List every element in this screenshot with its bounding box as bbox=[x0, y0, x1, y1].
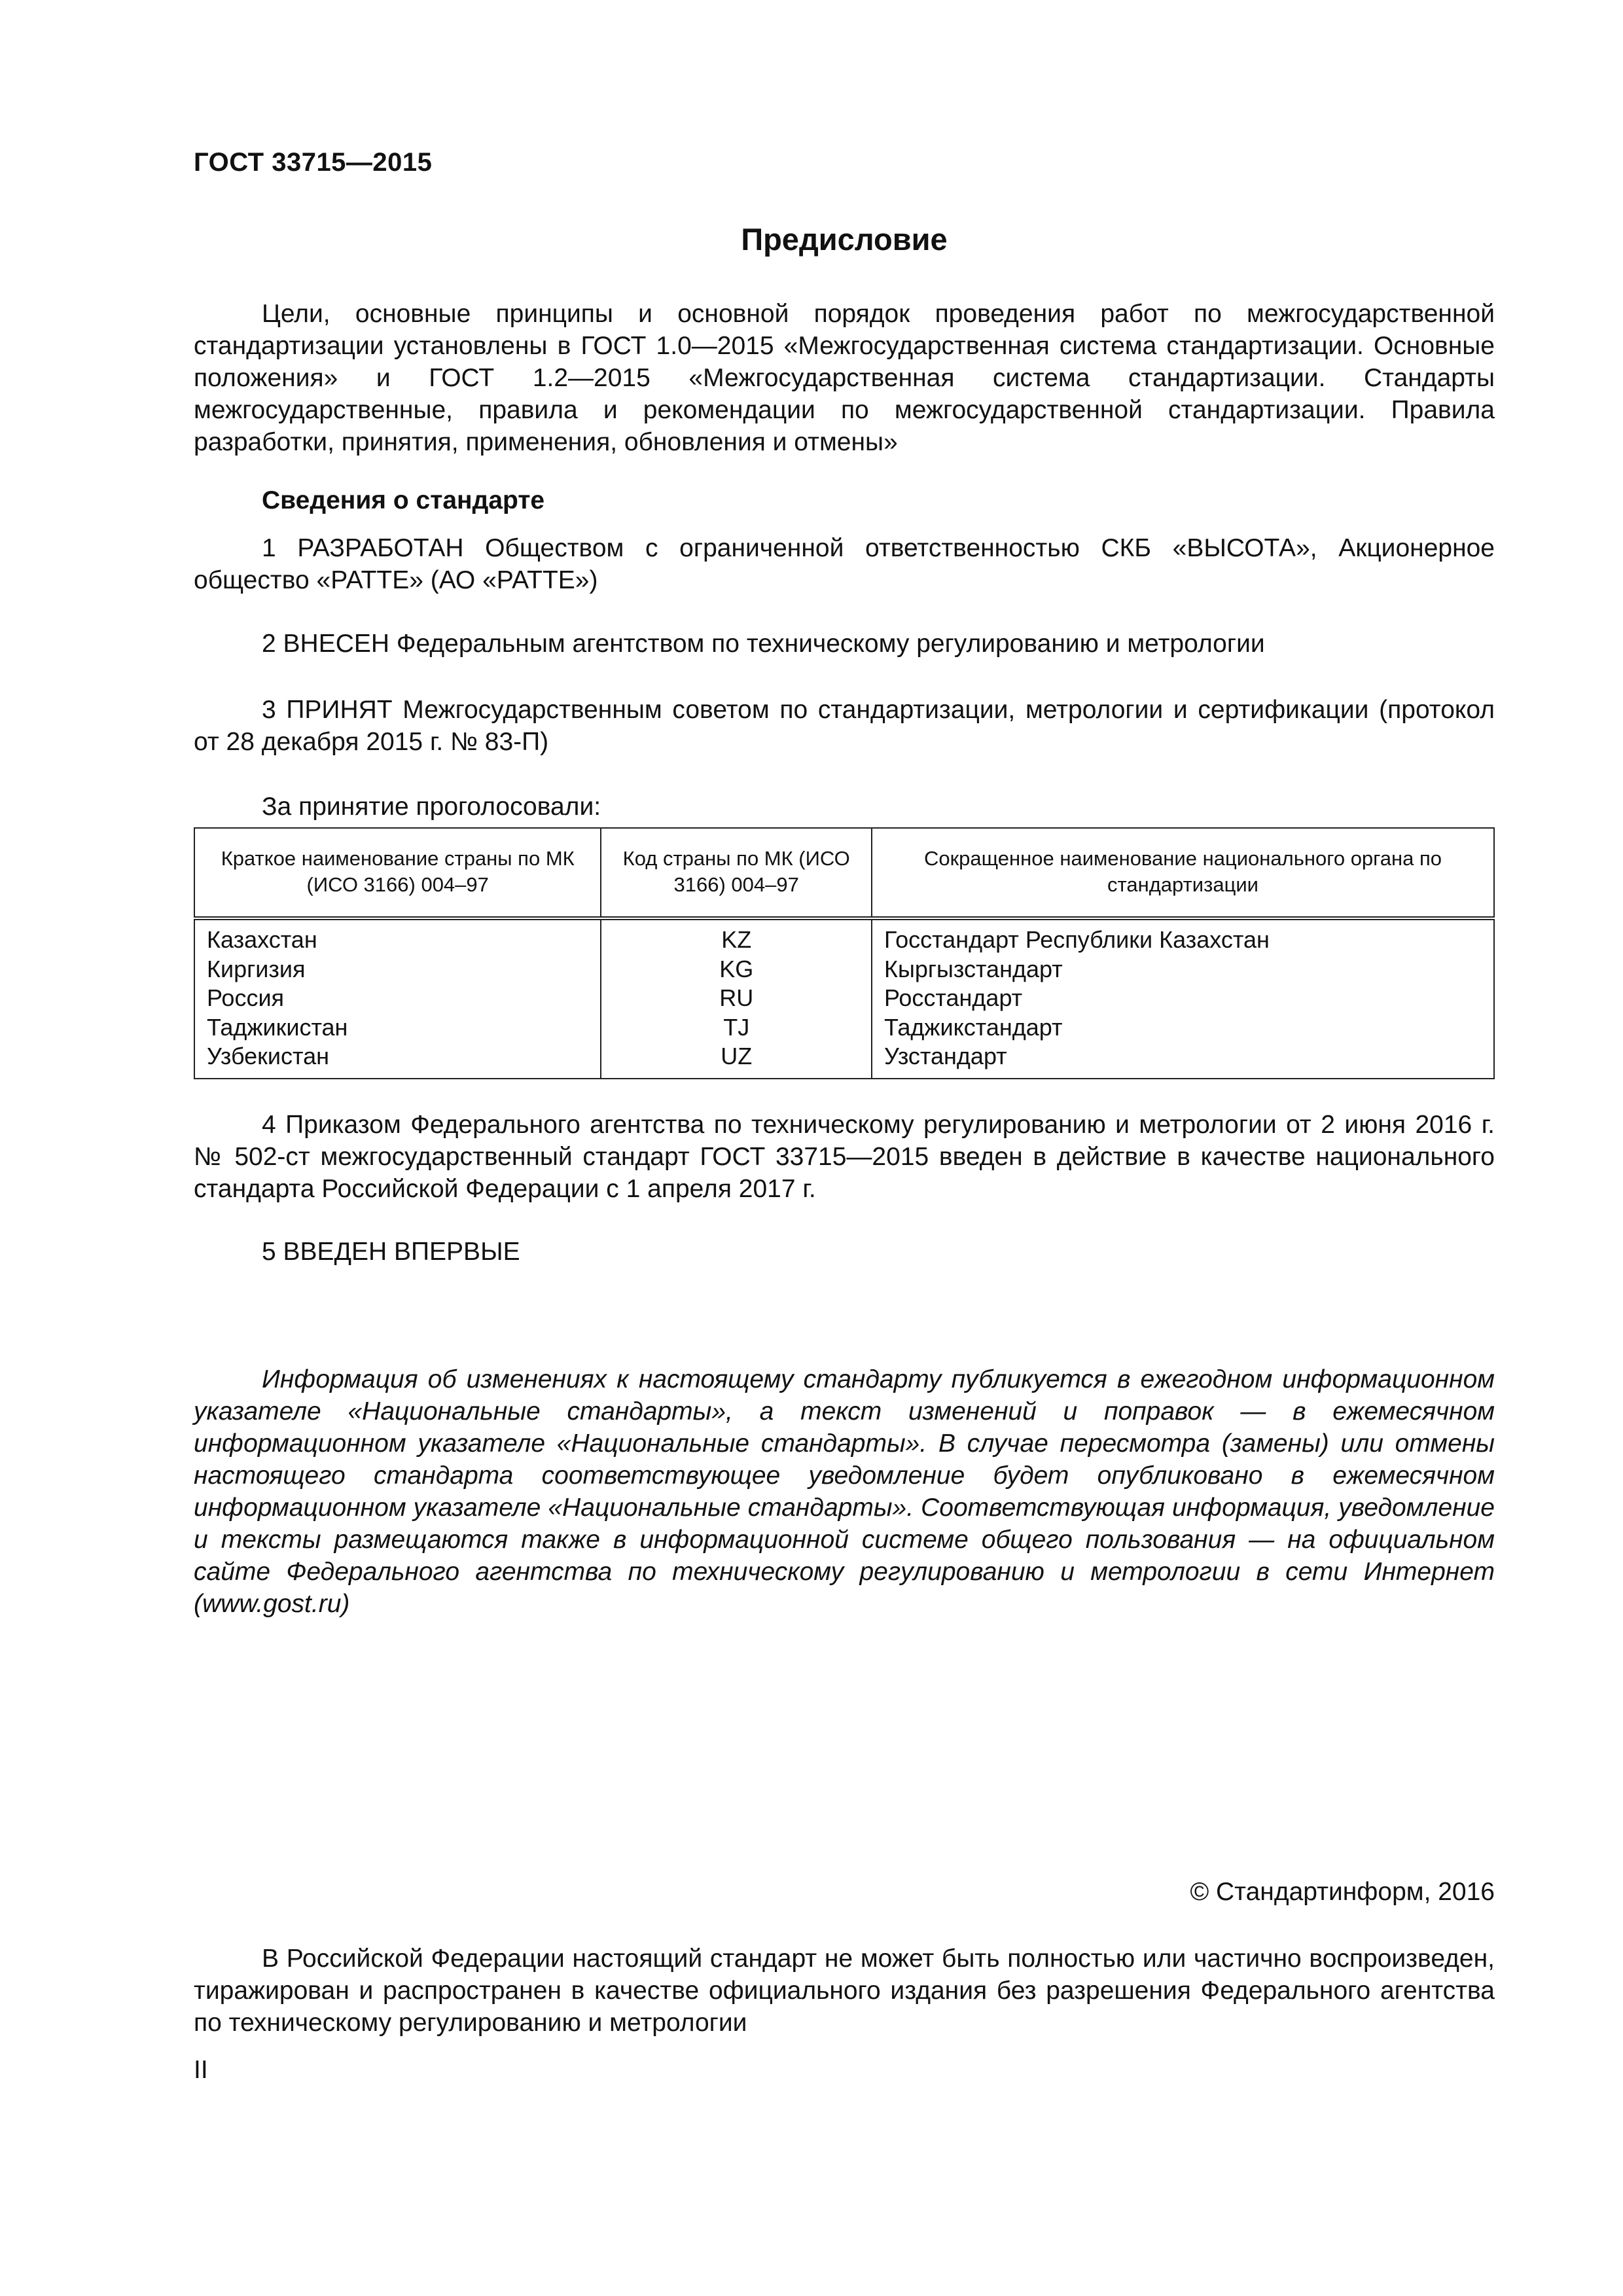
cell-code: UZ bbox=[601, 1042, 872, 1079]
header-country: Краткое наименование страны по МК (ИСО 3166) 004–97 bbox=[194, 828, 601, 918]
cell-body: Таджикстандарт bbox=[872, 1013, 1494, 1043]
cell-country: Россия bbox=[194, 984, 601, 1013]
cell-body: Узстандарт bbox=[872, 1042, 1494, 1079]
table-header-row bbox=[194, 828, 1494, 918]
item-submitted: 2 ВНЕСЕН Федеральным агентством по техническому регулированию и метрологии bbox=[262, 630, 1265, 658]
intro-paragraph: Цели, основные принципы и основной порядок проведения работ по межгосударственной стандартизации установлены в ГОСТ 1.0—2015 «Межгосударственная система стандартизации. Основные положения» и ГОСТ 1.2—2015 «Межгосударственная система стандартизации. Стандарты межгосударственные, правила и рекомендации по межгосударственной стандартизации. Правила разработки, принятия, применения, обновления и отмены» bbox=[194, 300, 1495, 456]
document-code: ГОСТ 33715—2015 bbox=[194, 148, 433, 177]
item-order: 4 Приказом Федерального агентства по техническому регулированию и метрологии от 2 июня 2016 г. № 502-ст межгосударственный стандарт ГОСТ 33715—2015 введен в действие в качестве национального стандарта Российской Федерации с 1 апреля 2017 г. bbox=[194, 1111, 1495, 1203]
cell-code: KG bbox=[601, 955, 872, 984]
change-info-paragraph: Информация об изменениях к настоящему стандарту публикуется в ежегодном информационном указателе «Национальные стандарты», а текст изменений и поправок — в ежемесячном информационном указателе «Национальные стандарты». В случае пересмотра (замены) или отмены настоящего стандарта соответствующее уведомление будет опубликовано в ежемесячном информационном указателе «Национальные стандарты». Соответствующая информация, уведомление и тексты размещаются также в информационной системе общего пользования — на официальном сайте Федерального агентства по техническому регулированию и метрологии в сети Интернет (www.gost.ru) bbox=[194, 1365, 1495, 1618]
cell-code: KZ bbox=[601, 918, 872, 955]
cell-country: Таджикистан bbox=[194, 1013, 601, 1043]
header-code: Код страны по МК (ИСО 3166) 004–97 bbox=[601, 828, 872, 918]
item-developed: 1 РАЗРАБОТАН Обществом с ограниченной ответственностью СКБ «ВЫСОТА», Акционерное общество «РАТТЕ» (АО «РАТТЕ») bbox=[194, 534, 1495, 594]
page-number: II bbox=[194, 2056, 208, 2084]
info-heading: Сведения о стандарте bbox=[262, 486, 545, 514]
section-title: Предисловие bbox=[741, 222, 948, 257]
header-body: Сокращенное наименование национального органа по стандартизации bbox=[872, 828, 1494, 918]
cell-body: Госстандарт Республики Казахстан bbox=[872, 918, 1494, 955]
vote-table bbox=[194, 827, 1495, 1079]
item-adopted: 3 ПРИНЯТ Межгосударственным советом по стандартизации, метрологии и сертификации (протокол от 28 декабря 2015 г. № 83-П) bbox=[194, 696, 1495, 756]
cell-country: Узбекистан bbox=[194, 1042, 601, 1079]
table-row bbox=[194, 1013, 1494, 1043]
table-row bbox=[194, 984, 1494, 1013]
reproduction-notice: В Российской Федерации настоящий стандарт не может быть полностью или частично воспроизведен, тиражирован и распространен в качестве официального издания без разрешения Федерального агентства по техническому регулированию и метрологии bbox=[194, 1945, 1495, 2037]
copyright: © Стандартинформ, 2016 bbox=[1190, 1878, 1495, 1906]
table-row bbox=[194, 918, 1494, 955]
cell-body: Росстандарт bbox=[872, 984, 1494, 1013]
cell-code: RU bbox=[601, 984, 872, 1013]
voted-label: За принятие проголосовали: bbox=[262, 793, 601, 821]
cell-code: TJ bbox=[601, 1013, 872, 1043]
item-first: 5 ВВЕДЕН ВПЕРВЫЕ bbox=[262, 1238, 520, 1266]
cell-body: Кыргызстандарт bbox=[872, 955, 1494, 984]
table-row bbox=[194, 1042, 1494, 1079]
cell-country: Казахстан bbox=[194, 918, 601, 955]
cell-country: Киргизия bbox=[194, 955, 601, 984]
table-row bbox=[194, 955, 1494, 984]
